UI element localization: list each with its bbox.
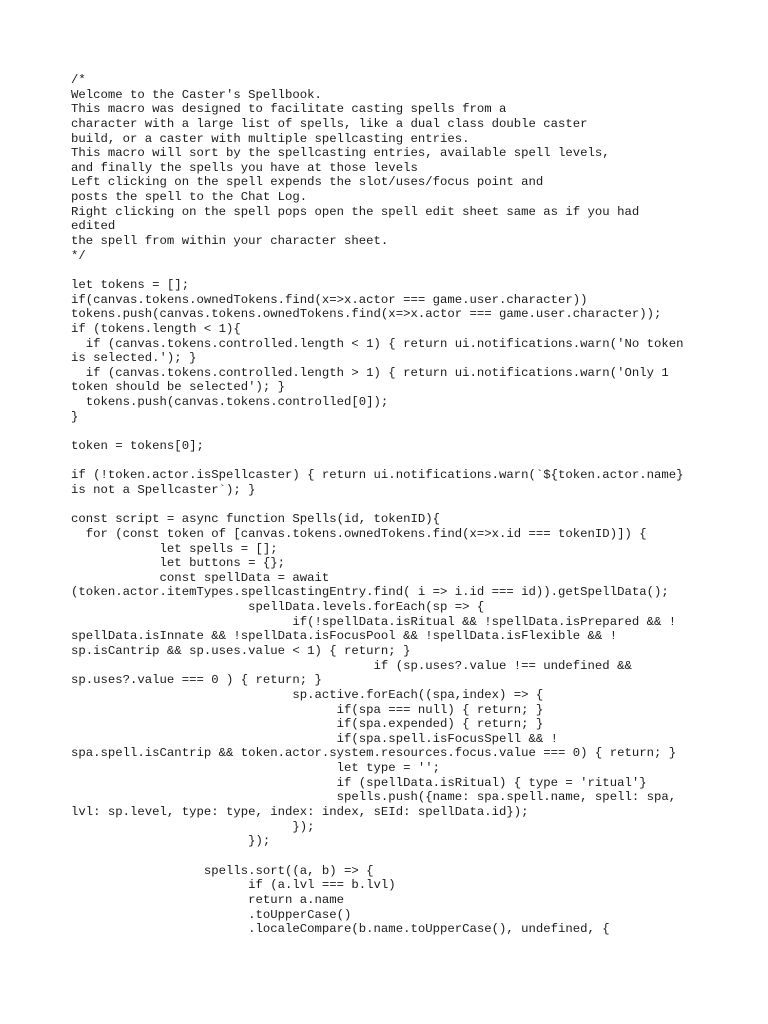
code-line: });	[71, 834, 271, 849]
code-line: is not a Spellcaster`); }	[71, 482, 256, 497]
code-line: lvl: sp.level, type: type, index: index, sEId: spellData.id});	[71, 805, 529, 820]
code-line: token = tokens[0];	[71, 439, 204, 454]
code-line	[71, 263, 761, 278]
code-line: if (sp.uses?.value !== undefined &&	[71, 658, 632, 673]
code-line: spa.spell.isCantrip && token.actor.system.resources.focus.value === 0) { return; }	[71, 746, 677, 761]
code-line: posts the spell to the Chat Log.	[71, 190, 308, 205]
code-line: token should be selected'); }	[71, 380, 286, 395]
code-line: const spellData = await	[71, 570, 330, 585]
code-line: if (canvas.tokens.controlled.length > 1) { return ui.notifications.warn('Only 1	[71, 365, 669, 380]
code-line: Welcome to the Caster's Spellbook.	[71, 87, 322, 102]
code-line: sp.uses?.value === 0 ) { return; }	[71, 673, 322, 688]
code-line: spellData.levels.forEach(sp => {	[71, 600, 485, 615]
code-line: /*	[71, 73, 86, 87]
code-line: tokens.push(canvas.tokens.ownedTokens.find(x=>x.actor === game.user.character));	[71, 307, 662, 322]
code-line: .localeCompare(b.name.toUpperCase(), undefined, {	[71, 922, 610, 937]
code-line: if(spa.expended) { return; }	[71, 717, 544, 732]
code-line: if(canvas.tokens.ownedTokens.find(x=>x.actor === game.user.character))	[71, 292, 588, 307]
code-line: This macro will sort by the spellcasting entries, available spell levels,	[71, 146, 610, 161]
code-line: }	[71, 409, 79, 424]
code-line: spells.push({name: spa.spell.name, spell: spa,	[71, 790, 677, 805]
code-line	[71, 424, 761, 439]
code-line: });	[71, 819, 315, 834]
code-line: */	[71, 248, 86, 263]
code-line: if(!spellData.isRitual && !spellData.isPrepared && !	[71, 614, 677, 629]
code-line: tokens.push(canvas.tokens.controlled[0]);	[71, 395, 389, 410]
code-line: sp.active.forEach((spa,index) => {	[71, 687, 544, 702]
code-line: if (tokens.length < 1){	[71, 321, 241, 336]
code-line: spells.sort((a, b) => {	[71, 863, 374, 878]
code-line: let buttons = {};	[71, 556, 286, 571]
macro-source-code	[71, 73, 761, 937]
code-line	[71, 498, 761, 513]
code-line: .toUpperCase()	[71, 907, 352, 922]
code-line: Left clicking on the spell expends the slot/uses/focus point and	[71, 175, 544, 190]
code-line: if(spa.spell.isFocusSpell && !	[71, 731, 559, 746]
code-line: spellData.isInnate && !spellData.isFocusPool && !spellData.isFlexible && !	[71, 629, 618, 644]
code-line: if (a.lvl === b.lvl)	[71, 878, 396, 893]
code-line: if (canvas.tokens.controlled.length < 1) { return ui.notifications.warn('No token	[71, 336, 684, 351]
code-line: let type = '';	[71, 761, 440, 776]
code-line: if (spellData.isRitual) { type = 'ritual'}	[71, 775, 647, 790]
code-line	[71, 454, 761, 469]
code-line: Right clicking on the spell pops open the spell edit sheet same as if you had	[71, 204, 640, 219]
code-line: if (!token.actor.isSpellcaster) { return ui.notifications.warn(`${token.actor.name}	[71, 468, 684, 483]
code-line: build, or a caster with multiple spellcasting entries.	[71, 131, 470, 146]
code-line: is selected.'); }	[71, 351, 197, 366]
code-line: if(spa === null) { return; }	[71, 702, 544, 717]
code-line: return a.name	[71, 892, 345, 907]
code-line: sp.isCantrip && sp.uses.value < 1) { return; }	[71, 643, 411, 658]
code-line: and finally the spells you have at those levels	[71, 160, 418, 175]
code-line: edited	[71, 219, 116, 234]
code-line: (token.actor.itemTypes.spellcastingEntry.find( i => i.id === id)).getSpellData();	[71, 585, 669, 600]
code-line: let tokens = [];	[71, 277, 190, 292]
code-line: This macro was designed to facilitate casting spells from a	[71, 102, 507, 117]
code-line: for (const token of [canvas.tokens.ownedTokens.find(x=>x.id === tokenID)]) {	[71, 526, 647, 541]
code-line: character with a large list of spells, like a dual class double caster	[71, 116, 588, 131]
code-line: the spell from within your character sheet.	[71, 234, 389, 249]
code-line: let spells = [];	[71, 541, 278, 556]
code-line	[71, 849, 761, 864]
code-line: const script = async function Spells(id, tokenID){	[71, 512, 440, 527]
